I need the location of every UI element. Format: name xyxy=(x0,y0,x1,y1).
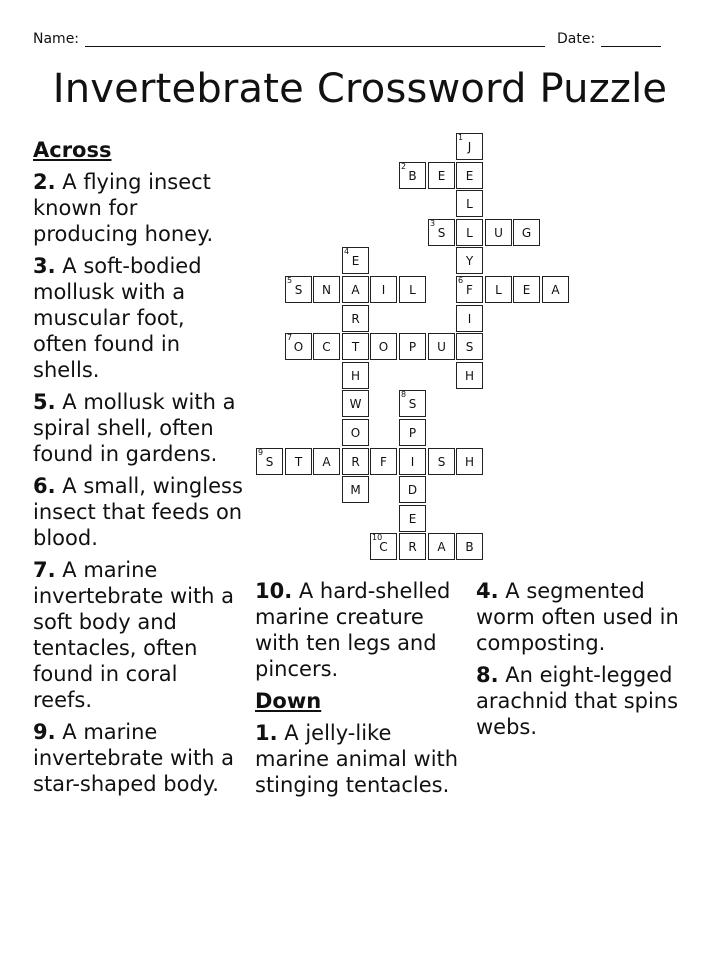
grid-cell[interactable] xyxy=(399,476,426,503)
grid-cell[interactable] xyxy=(285,448,312,475)
cell-letter: B xyxy=(465,540,474,554)
grid-cell[interactable] xyxy=(513,219,540,246)
clue-number: 2 xyxy=(401,162,407,171)
cell-letter: S xyxy=(265,455,274,469)
grid-cell[interactable] xyxy=(456,162,483,189)
cell-letter: L xyxy=(466,226,473,240)
grid-cell[interactable] xyxy=(456,190,483,217)
grid-cell[interactable] xyxy=(256,448,283,475)
cell-letter: L xyxy=(466,197,473,211)
cell-letter: I xyxy=(467,312,472,326)
cell-letter: E xyxy=(437,169,446,183)
cell-letter: E xyxy=(408,512,417,526)
cell-letter: A xyxy=(437,540,446,554)
cell-letter: S xyxy=(437,455,446,469)
clue-down-8: 8. An eight-legged arachnid that spins webs. xyxy=(476,663,679,739)
cell-letter: I xyxy=(410,455,415,469)
grid-cell[interactable] xyxy=(456,305,483,332)
clue-number: 5 xyxy=(287,276,293,285)
clue-across-6: 6. A small, wingless insect that feeds on blood. xyxy=(33,474,243,550)
grid-cell[interactable] xyxy=(428,219,455,246)
clue-across-2: 2. A flying insect known for producing honey. xyxy=(33,170,214,246)
cell-letter: R xyxy=(408,540,417,554)
name-label: Name: xyxy=(33,31,80,47)
across-heading: Across xyxy=(33,138,112,162)
cell-letter: G xyxy=(521,226,532,240)
cell-letter: F xyxy=(380,455,387,469)
cell-letter: C xyxy=(322,340,331,354)
grid-cell[interactable] xyxy=(456,362,483,389)
clue-number: 4 xyxy=(344,247,350,256)
grid-cell[interactable] xyxy=(542,276,569,303)
cell-letter: A xyxy=(551,283,560,297)
cell-letter: O xyxy=(293,340,304,354)
clue-across-7: 7. A marine invertebrate with a soft body and tentacles, often found in coral reefs. xyxy=(33,558,235,712)
cell-letter: S xyxy=(465,340,474,354)
grid-cell[interactable] xyxy=(513,276,540,303)
grid-cell[interactable] xyxy=(399,533,426,560)
cell-letter: U xyxy=(437,340,446,354)
grid-cell[interactable] xyxy=(456,133,483,160)
grid-cell[interactable] xyxy=(285,276,312,303)
clue-number: 6 xyxy=(458,276,464,285)
cell-letter: L xyxy=(495,283,502,297)
grid-cell[interactable] xyxy=(399,505,426,532)
grid-cell[interactable] xyxy=(428,162,455,189)
right-clues-column xyxy=(476,578,686,746)
down-heading: Down xyxy=(255,689,322,713)
grid-cell[interactable] xyxy=(342,448,369,475)
cell-letter: R xyxy=(351,312,360,326)
cell-letter: A xyxy=(351,283,360,297)
grid-cell[interactable] xyxy=(428,533,455,560)
grid-cell[interactable] xyxy=(342,476,369,503)
grid-cell[interactable] xyxy=(313,448,340,475)
cell-letter: H xyxy=(464,455,475,469)
cell-letter: L xyxy=(409,283,416,297)
clue-across-5: 5. A mollusk with a spiral shell, often found in gardens. xyxy=(33,390,236,466)
date-label: Date: xyxy=(557,31,596,47)
cell-letter: D xyxy=(407,483,418,497)
grid-cell[interactable] xyxy=(370,333,397,360)
clue-across-10: 10. A hard-shelled marine creature with ten legs and pincers. xyxy=(255,579,451,681)
cell-letter: H xyxy=(464,369,475,383)
cell-letter: T xyxy=(351,340,360,354)
grid-cell[interactable] xyxy=(456,333,483,360)
grid-cell[interactable] xyxy=(342,390,369,417)
cell-letter: H xyxy=(350,369,361,383)
grid-cell[interactable] xyxy=(456,276,483,303)
grid-cell[interactable] xyxy=(313,333,340,360)
middle-clues-column xyxy=(255,578,460,804)
clue-number: 9 xyxy=(258,448,264,457)
cell-letter: I xyxy=(381,283,386,297)
grid-cell[interactable] xyxy=(399,419,426,446)
cell-letter: P xyxy=(408,340,417,354)
grid-cell[interactable] xyxy=(285,333,312,360)
grid-cell[interactable] xyxy=(399,333,426,360)
clue-number: 3 xyxy=(430,219,436,228)
page-title: Invertebrate Crossword Puzzle xyxy=(52,66,668,112)
grid-cell[interactable] xyxy=(456,533,483,560)
grid-cell[interactable] xyxy=(342,333,369,360)
cell-letter: M xyxy=(350,483,361,497)
grid-cell[interactable] xyxy=(485,219,512,246)
clue-number: 7 xyxy=(287,333,293,342)
grid-cell[interactable] xyxy=(342,362,369,389)
cell-letter: B xyxy=(408,169,417,183)
clue-number: 1 xyxy=(458,133,464,142)
cell-letter: S xyxy=(437,226,446,240)
grid-cell[interactable] xyxy=(428,448,455,475)
clue-number: 10 xyxy=(372,533,383,542)
cell-letter: J xyxy=(467,140,472,154)
grid-cell[interactable] xyxy=(485,276,512,303)
grid-cell[interactable] xyxy=(342,305,369,332)
grid-cell[interactable] xyxy=(399,390,426,417)
grid-cell[interactable] xyxy=(399,276,426,303)
cell-letter: P xyxy=(408,426,417,440)
cell-letter: S xyxy=(294,283,303,297)
grid-cell[interactable] xyxy=(399,162,426,189)
cell-letter: Y xyxy=(465,254,474,268)
cell-letter: E xyxy=(522,283,531,297)
cell-letter: E xyxy=(351,254,360,268)
cell-letter: U xyxy=(494,226,503,240)
grid-cell[interactable] xyxy=(342,419,369,446)
cell-letter: N xyxy=(322,283,331,297)
clue-across-9: 9. A marine invertebrate with a star-shaped body. xyxy=(33,720,235,796)
grid-cell[interactable] xyxy=(428,333,455,360)
cell-letter: C xyxy=(379,540,388,554)
clue-down-4: 4. A segmented worm often used in composting. xyxy=(476,579,679,655)
clue-number: 8 xyxy=(401,390,407,399)
grid-cell[interactable] xyxy=(342,276,369,303)
grid-cell[interactable] xyxy=(399,448,426,475)
cell-letter: S xyxy=(408,397,417,411)
cell-letter: O xyxy=(350,426,361,440)
grid-cell[interactable] xyxy=(456,247,483,274)
grid-cell[interactable] xyxy=(456,448,483,475)
cell-letter: F xyxy=(466,283,473,297)
grid-cell[interactable] xyxy=(342,247,369,274)
grid-cell[interactable] xyxy=(313,276,340,303)
cell-letter: A xyxy=(322,455,331,469)
grid-cell[interactable] xyxy=(370,533,397,560)
across-clues-column xyxy=(33,137,243,803)
clue-down-1: 1. A jelly-like marine animal with stinging tentacles. xyxy=(255,721,459,797)
cell-letter: R xyxy=(351,455,360,469)
cell-letter: E xyxy=(465,169,474,183)
clue-across-3: 3. A soft-bodied mollusk with a muscular foot, often found in shells. xyxy=(33,254,202,382)
grid-cell[interactable] xyxy=(370,448,397,475)
cell-letter: T xyxy=(294,455,303,469)
grid-cell[interactable] xyxy=(370,276,397,303)
grid-cell[interactable] xyxy=(456,219,483,246)
cell-letter: O xyxy=(378,340,389,354)
cell-letter: W xyxy=(349,397,362,411)
